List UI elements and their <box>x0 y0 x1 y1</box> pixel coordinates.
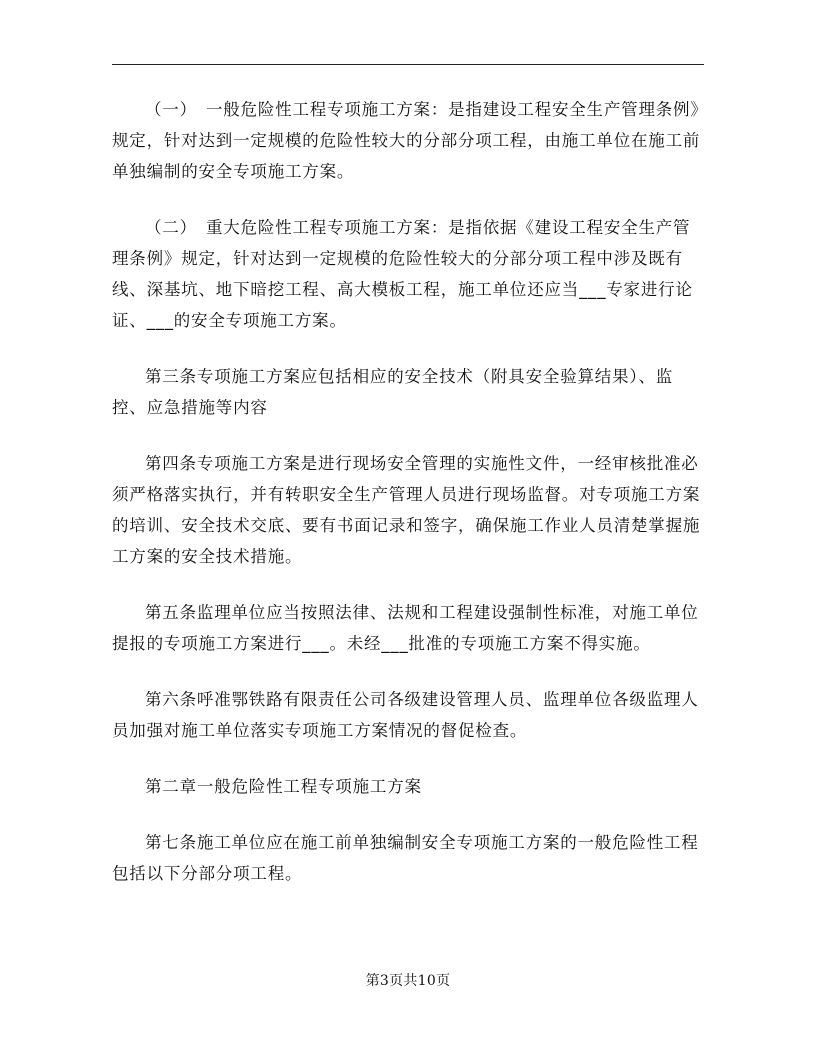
chapter-heading: 第二章一般危险性工程专项施工方案 <box>145 777 422 796</box>
paragraph-definition-general: （一） 一般危险性工程专项施工方案：是指建设工程安全生产管理条例》规定，针对达到一定规模的危险性较大的分部分项工程，由施工单位在施工前单独编制的安全专项施工方案。 <box>112 100 701 181</box>
paragraph-article-5: 第五条监理单位应当按照法律、法规和工程建设强制性标准，对施工单位提报的专项施工方案进行___。未经___批准的专项施工方案不得实施。 <box>112 603 699 653</box>
document-body <box>112 94 704 914</box>
header-rule <box>112 64 704 65</box>
paragraph-article-6: 第六条呼准鄂铁路有限责任公司各级建设管理人员、监理单位各级监理人员加强对施工单位落实专项施工方案情况的督促检查。 <box>112 690 699 740</box>
paragraph-article-3: 第三条专项施工方案应包括相应的安全技术（附具安全验算结果）、监控、应急措施等内容 <box>112 367 674 417</box>
paragraph-definition-major: （二） 重大危险性工程专项施工方案：是指依据《建设工程安全生产管理条例》规定，针对达到一定规模的危险性较大的分部分项工程中涉及既有线、深基坑、地下暗挖工程、高大模板工程，施工单位还应当___专家进行论证、___的安全专项施工方案。 <box>112 218 693 330</box>
page-number: 第3页共10页 <box>365 973 451 989</box>
paragraph-article-7: 第七条施工单位应在施工前单独编制安全专项施工方案的一般危险性工程包括以下分部分项工程。 <box>112 833 699 883</box>
paragraph-article-4: 第四条专项施工方案是进行现场安全管理的实施性文件，一经审核批准必须严格落实执行，并有转职安全生产管理人员进行现场监督。对专项施工方案的培训、安全技术交底、要有书面记录和签字，确保施工作业人员清楚掌握施工方案的安全技术措施。 <box>112 454 701 566</box>
